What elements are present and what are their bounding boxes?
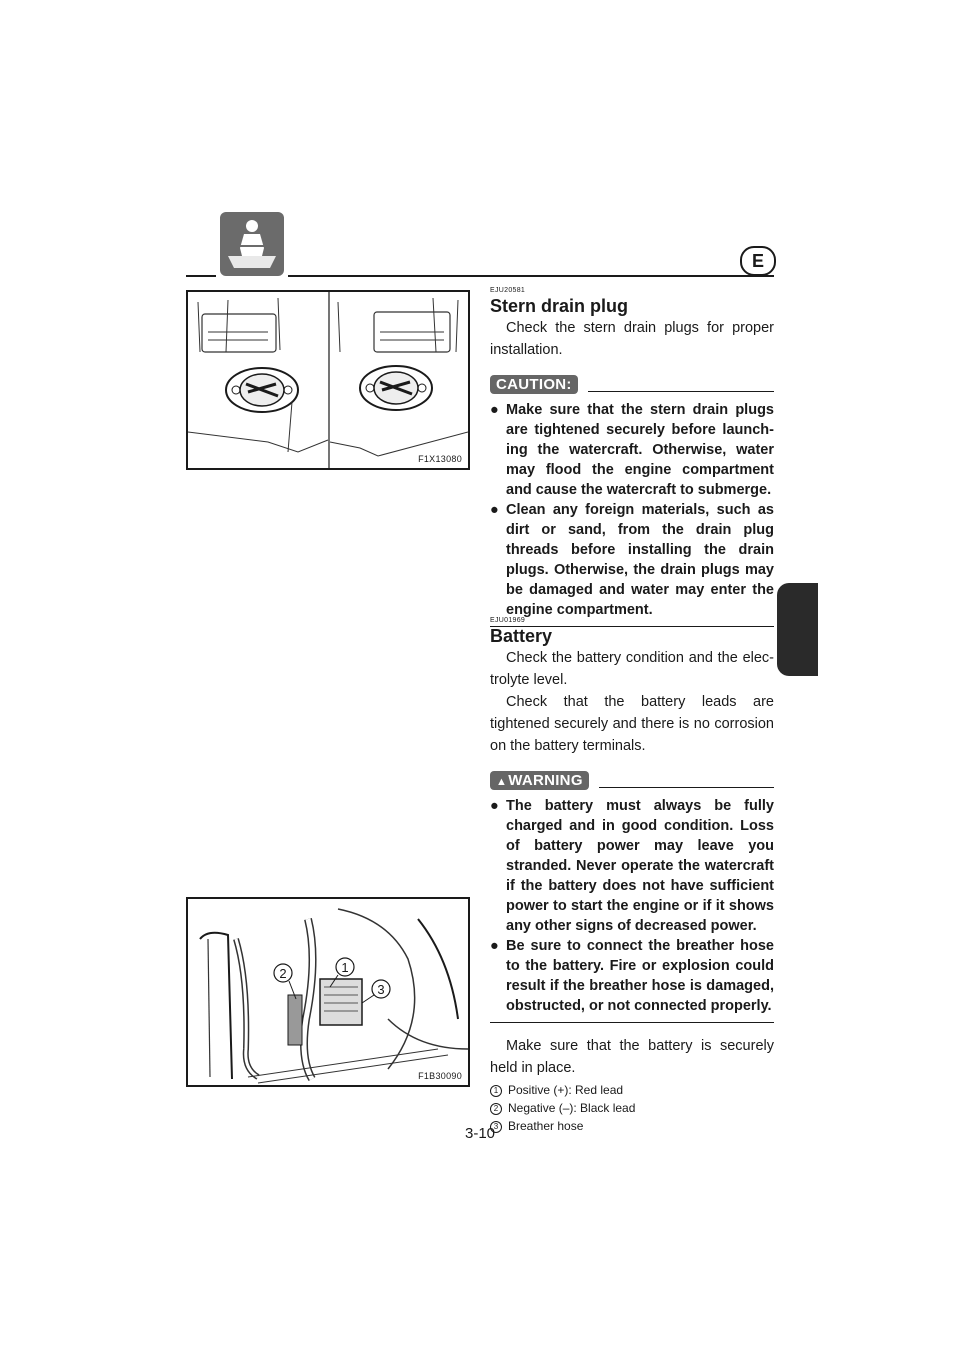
battery-figure — [186, 897, 470, 1087]
callout-2: 2 — [279, 966, 287, 981]
header-rule-left — [186, 275, 216, 277]
battery-section — [490, 617, 774, 1135]
callout-3: 3 — [377, 982, 385, 997]
legend-item: 1 Positive (+): Red lead — [490, 1081, 774, 1099]
chapter-side-tab — [777, 583, 818, 676]
caution-list — [490, 400, 774, 620]
section-intro: Check the stern drain plugs for proper installation. — [490, 320, 774, 358]
header-rule — [288, 275, 774, 277]
caution-badge: CAUTION: — [490, 375, 578, 394]
section-code: EJU20581 — [490, 287, 526, 294]
section-code: EJU01969 — [490, 617, 526, 624]
warning-list — [490, 796, 774, 1016]
list-item: ● The battery must always be fully charged and in good condition. Loss of battery power may leave you stranded. Never operate the watercraft if the battery does not have sufficient power to start the engine or if it shows any other signs of decreased power. — [490, 798, 774, 934]
drain-plug-figure — [186, 290, 470, 470]
section-title: Stern drain plug — [490, 296, 629, 316]
paragraph: Make sure that the battery is securely held in place. — [490, 1038, 774, 1076]
figure-code: F1X13080 — [418, 454, 462, 464]
warning-end-rule — [490, 1022, 774, 1023]
list-item: ● Clean any foreign materials, such as dirt or sand, from the drain plug threads before installing the drain plugs. Otherwise, the drain plugs may be damaged and water may enter the engine compartment. — [490, 502, 774, 618]
legend-item: 2 Negative (–): Black lead — [490, 1099, 774, 1117]
figure-code: F1B30090 — [418, 1071, 462, 1081]
warning-header — [490, 771, 774, 790]
page-number: 3-10 — [464, 1125, 496, 1142]
watercraft-rider-icon — [220, 212, 284, 276]
language-badge: E — [740, 246, 776, 276]
warning-badge: ▲WARNING — [490, 771, 589, 790]
paragraph: Check the battery condition and the elec- trolyte level. — [490, 650, 774, 688]
drain-plug-section — [490, 287, 774, 627]
legend-item: 3 Breather hose — [490, 1117, 774, 1135]
paragraph: Check that the battery leads are tightened securely and there is no corrosion on the battery terminals. — [490, 694, 774, 754]
caution-header — [490, 375, 774, 394]
callout-1: 1 — [341, 960, 349, 975]
list-item: ● Be sure to connect the breather hose to the battery. Fire or explosion could result if the breather hose is damaged, obstructed, or not connected properly. — [490, 938, 774, 1014]
list-item: ● Make sure that the stern drain plugs are tightened securely before launch- ing the watercraft. Otherwise, water may flood the engine compartment and cause the watercraft to submerge. — [490, 402, 774, 498]
section-title: Battery — [490, 626, 553, 646]
warning-icon: ▲ — [496, 776, 508, 788]
